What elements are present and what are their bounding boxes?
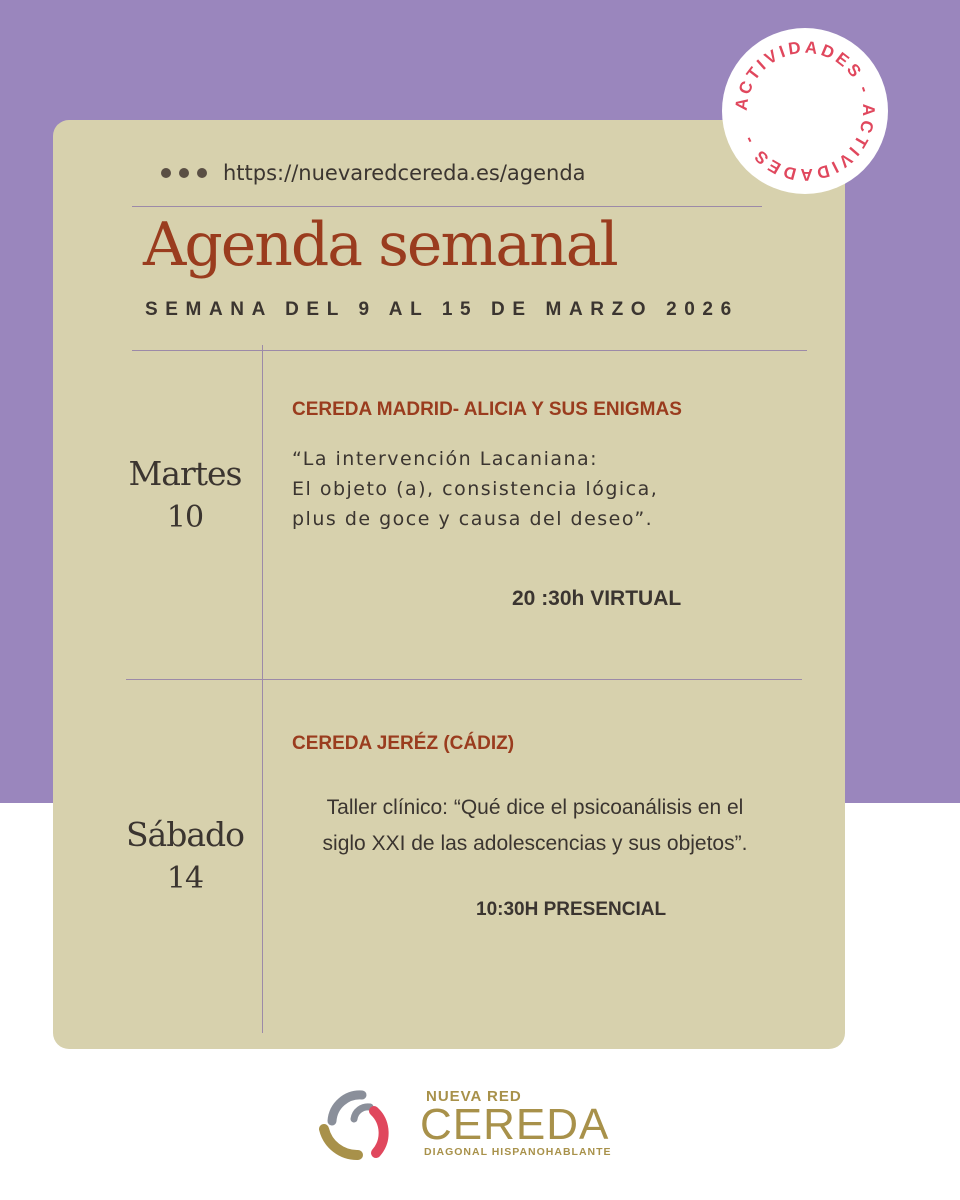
day-number: 10 — [166, 500, 204, 535]
logo-small-text: NUEVA RED — [426, 1088, 522, 1105]
activities-stamp — [722, 28, 888, 194]
event-description-2 — [290, 790, 780, 862]
logo-tagline: DIAGONAL HISPANOHABLANTE — [424, 1146, 612, 1158]
day-number: 14 — [166, 861, 204, 896]
divider-top — [132, 206, 762, 207]
event-description-1 — [292, 444, 658, 534]
day-label-1 — [110, 452, 260, 540]
event-time-2: 10:30H PRESENCIAL — [476, 899, 667, 920]
divider-header — [132, 350, 807, 351]
day-name: Martes — [128, 454, 242, 493]
logo-big-text: CEREDA — [420, 1100, 610, 1149]
description-line: plus de goce y causa del deseo”. — [292, 508, 654, 530]
page-title: Agenda semanal — [143, 210, 617, 280]
divider-vertical — [262, 345, 263, 1033]
dots-icon — [161, 168, 207, 178]
day-name: Sábado — [125, 815, 245, 854]
event-organizer-1: CEREDA MADRID- ALICIA Y SUS ENIGMAS — [292, 399, 682, 420]
description-line: “La intervención Lacaniana: — [292, 448, 599, 470]
description-line: El objeto (a), consistencia lógica, — [292, 478, 659, 500]
day-label-2 — [110, 813, 260, 901]
page-subtitle: SEMANA DEL 9 AL 15 DE MARZO 2026 — [145, 299, 739, 320]
divider-middle — [126, 679, 802, 680]
stamp-text: ACTIVIDADES - ACTIVIDADES - — [731, 37, 879, 185]
event-time-1: 20 :30h VIRTUAL — [512, 587, 682, 610]
event-organizer-2: CEREDA JERÉZ (CÁDIZ) — [292, 733, 515, 754]
url-text[interactable]: https://nuevaredcereda.es/agenda — [223, 161, 586, 185]
description-line: Taller clínico: “Qué dice el psicoanálisis en el — [326, 796, 744, 819]
url-bar[interactable] — [161, 158, 586, 188]
description-line: siglo XXI de las adolescencias y sus objetos”. — [322, 832, 748, 855]
